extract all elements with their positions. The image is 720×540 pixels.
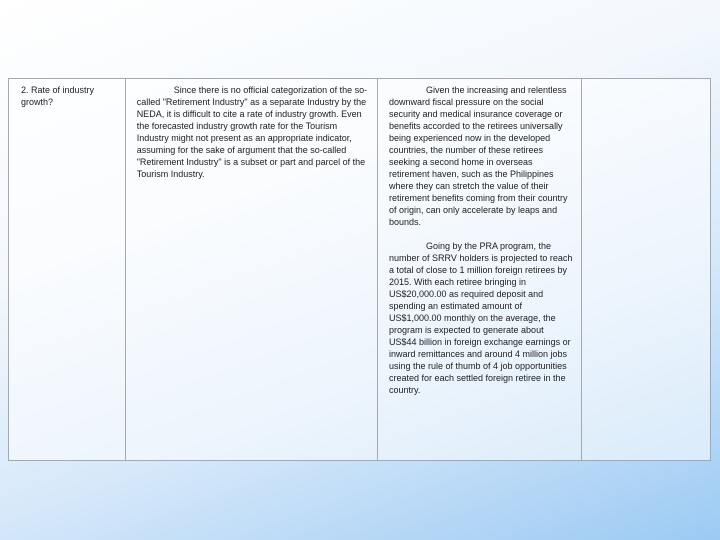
assessment-paragraph: Since there is no official categorization of the so-called "Retirement Industry" as a separate Industry by the NEDA, it is difficult to cite a rate of industry growth. Even the forecasted industry growth rate for the Tourism Industry might not present as an appropriate indicator, assuming for the sake of argument that the so-called "Retirement Industry" is a subset or part and parcel of the Tourism Industry. — [136, 85, 368, 179]
notes-cell — [582, 79, 710, 460]
criterion-text: 2. Rate of industry growth? — [21, 85, 95, 107]
outlook-paragraph-1: Given the increasing and relentless downward fiscal pressure on the social security and medical insurance coverage or benefits accorded to the retirees universally being experienced now in the developed countries, the number of these retirees seeking a second home in overseas retirement haven, such as the Philippines where they can stretch the value of their retirement benefits coming from their country of origin, can only accelerate by leaps and bounds. — [388, 85, 568, 227]
industry-assessment-table — [8, 78, 711, 461]
outlook-cell — [378, 79, 582, 460]
assessment-cell — [126, 79, 378, 460]
outlook-paragraph-2: Going by the PRA program, the number of SRRV holders is projected to reach a total of close to 1 million foreign retirees by 2015. With each retiree bringing in US$20,000.00 as required deposit and spending an estimated amount of US$1,000.00 monthly on the average, the program is expected to generate about US$44 billion in foreign exchange earnings or inward remittances and around 4 million jobs using the rule of thumb of 4 job opportunities created for each settled foreign retiree in the country. — [388, 241, 573, 395]
criterion-cell — [9, 79, 126, 460]
